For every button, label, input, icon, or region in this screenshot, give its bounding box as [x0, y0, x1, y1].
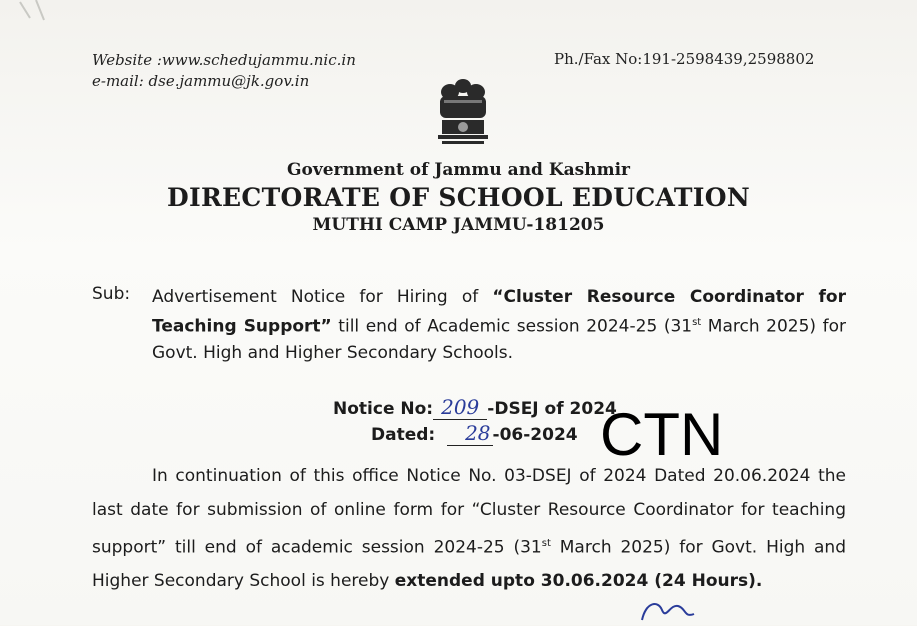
- subject-part1: Advertisement Notice for Hiring of: [152, 287, 493, 307]
- directorate-address: MUTHI CAMP JAMMU-181205: [312, 215, 605, 235]
- body-superscript: st: [541, 538, 551, 549]
- body-part1: In continuation of this office Notice No. 03-DSEJ of 2024 Dated 20.06.2024 the last date for submission of online form for “Cluster Resource Coordinator for teaching support” till end of academic session 2024-25 (31: [92, 466, 846, 558]
- directorate-title: DIRECTORATE OF SCHOOL EDUCATION: [167, 183, 750, 212]
- signature-mark: [636, 596, 706, 626]
- contact-block: [92, 50, 356, 92]
- notice-suffix: -DSEJ of 2024: [487, 399, 617, 419]
- paper-corner-mark: [18, 0, 48, 24]
- ctn-watermark: CTN: [600, 401, 724, 468]
- dated-suffix: -06-2024: [492, 425, 578, 445]
- subject-part3: March 2025) for Govt. High and Higher Secondary Schools.: [152, 316, 846, 363]
- subject-label: Sub:: [92, 284, 131, 304]
- state-emblem-icon: [428, 76, 498, 148]
- notice-date-line: [333, 421, 617, 447]
- notice-block: [333, 395, 617, 447]
- notice-number-handwritten: 209: [433, 395, 487, 420]
- notice-label: Notice No:: [333, 399, 434, 419]
- subject-position-title: “Cluster Resource Coordinator for Teaching Support”: [152, 287, 846, 337]
- government-title: Government of Jammu and Kashmir: [287, 160, 630, 180]
- body-extension-highlight: extended upto 30.06.2024 (24 Hours).: [394, 571, 763, 592]
- email-text: e-mail: dse.jammu@jk.gov.in: [92, 72, 310, 90]
- notice-body: [92, 460, 846, 599]
- notice-number-line: [333, 395, 617, 421]
- phone-text: Ph./Fax No:191-2598439,2598802: [554, 50, 815, 68]
- website-text: Website :www.schedujammu.nic.in: [92, 51, 356, 69]
- body-part2: March 2025) for Govt. High and Higher Secondary School is hereby: [92, 537, 846, 592]
- dated-label: Dated:: [371, 425, 436, 445]
- subject-text: [152, 284, 846, 366]
- subject-superscript: st: [692, 317, 702, 328]
- subject-part2: till end of Academic session 2024-25 (31: [331, 316, 693, 337]
- dated-day-handwritten: 28: [447, 421, 492, 446]
